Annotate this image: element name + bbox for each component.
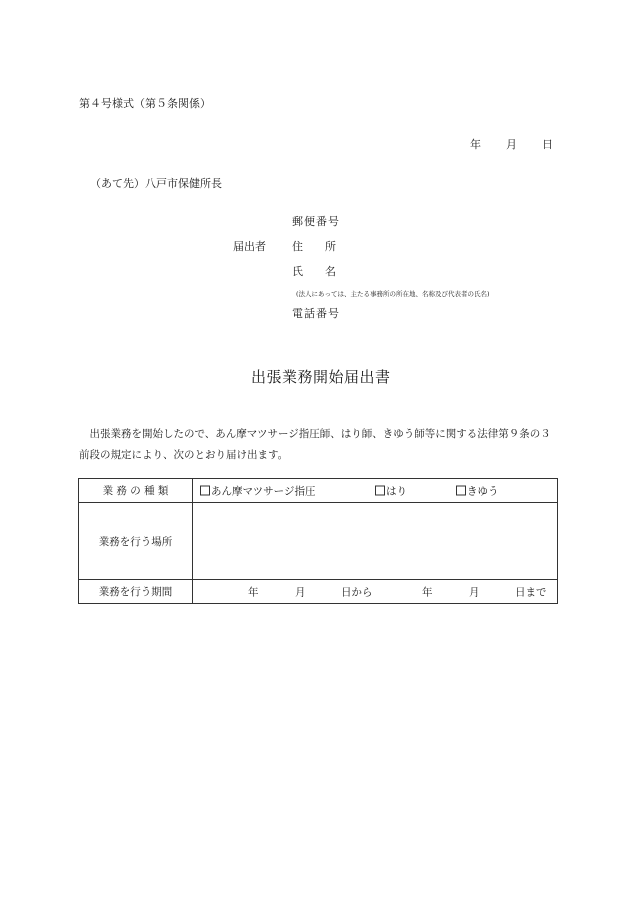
business-type-label: 業 務 の 種 類	[79, 479, 193, 503]
date-month-label: 月	[506, 138, 517, 151]
phone-label: 電話番号	[292, 307, 340, 320]
business-place-label: 業務を行う場所	[79, 503, 193, 580]
option-label: あん摩マツサージ指圧	[211, 485, 316, 497]
body-text-content: 出張業務を開始したので、あん摩マツサージ指圧師、はり師、きゆう師等に関する法律第９条の３前段の規定により、次のとおり届け出ます。	[79, 428, 551, 461]
body-text	[79, 424, 559, 466]
option-kyu[interactable]	[456, 483, 499, 498]
business-type-options	[193, 479, 558, 503]
date-day-label: 日	[542, 138, 553, 151]
form-table	[78, 478, 558, 604]
applicant-label: 届出者	[233, 240, 266, 253]
address-label: 住 所	[292, 240, 336, 253]
addressee: （あて先）八戸市保健所長	[90, 177, 222, 190]
table-row-business-period	[79, 580, 558, 604]
business-period-field[interactable]	[193, 580, 558, 604]
date-year-label: 年	[470, 138, 481, 151]
document-title: 出張業務開始届出書	[251, 368, 391, 386]
business-period-inner	[193, 580, 557, 603]
postal-code-label: 郵便番号	[292, 215, 340, 228]
business-period-label: 業務を行う期間	[79, 580, 193, 604]
period-to-year: 年	[422, 586, 433, 598]
checkbox-icon	[456, 485, 466, 495]
corporate-note: (法人にあっては、主たる事務所の所在地、名称及び代表者の氏名)	[296, 290, 490, 298]
table-row-business-place	[79, 503, 558, 580]
period-from-day: 日から	[341, 586, 373, 598]
body-indent	[79, 428, 90, 440]
business-place-field[interactable]	[193, 503, 558, 580]
period-from-month: 月	[295, 586, 306, 598]
checkbox-icon	[200, 485, 210, 495]
option-label: はり	[386, 485, 407, 497]
period-to-day: 日まで	[515, 586, 547, 598]
date-line	[470, 138, 560, 152]
period-to-month: 月	[469, 586, 480, 598]
period-from-year: 年	[248, 586, 259, 598]
option-hari[interactable]	[375, 483, 407, 498]
form-number: 第４号様式（第５条関係）	[79, 97, 211, 110]
option-label: きゆう	[467, 485, 499, 497]
option-anma-massage-shiatsu[interactable]	[200, 483, 315, 498]
business-type-options-inner	[193, 479, 557, 502]
checkbox-icon	[375, 485, 385, 495]
table-row-business-type	[79, 479, 558, 503]
name-label: 氏 名	[292, 265, 336, 278]
